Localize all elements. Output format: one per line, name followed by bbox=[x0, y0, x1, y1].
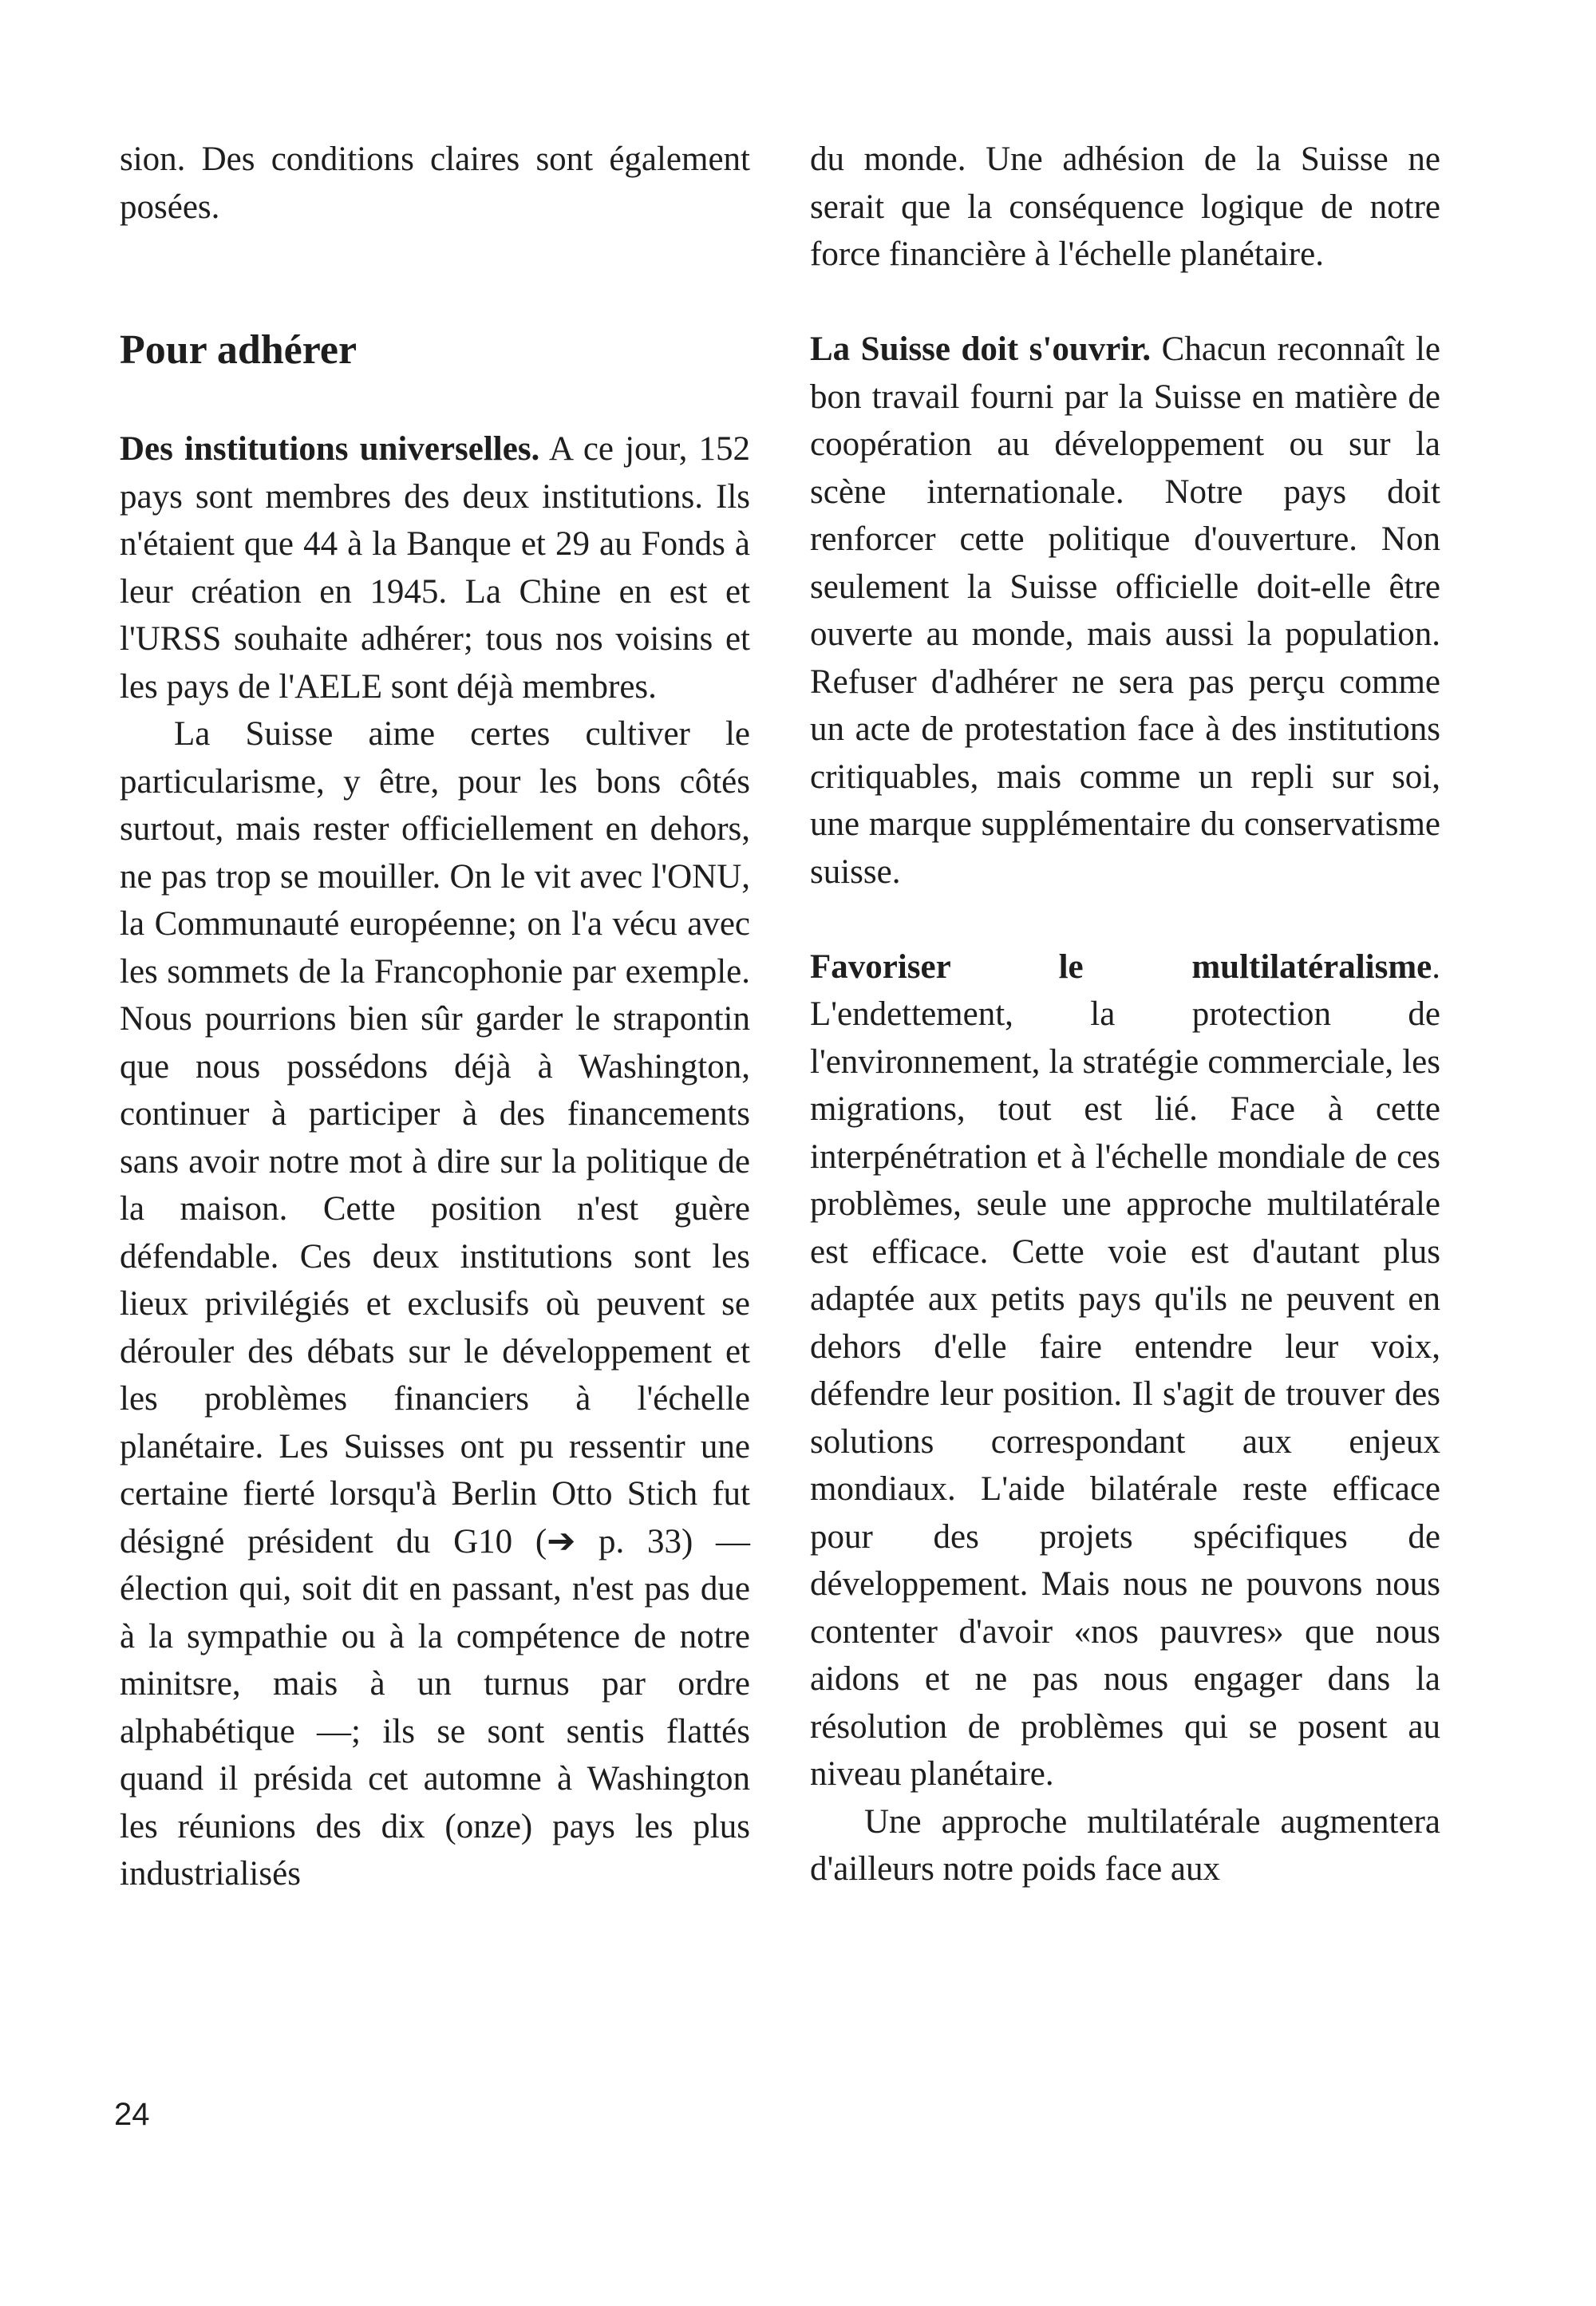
paragraph-multilateralisme bbox=[810, 943, 1440, 1798]
paragraph-body: A ce jour, 152 pays sont membres des deux institutions. Ils n'étaient que 44 à la Banque et 29 au Fonds à leur création en 1945. La Chine en est et l'URSS souhaite adhérer; tous nos voisins et les pays de l'AELE sont déjà membres. bbox=[120, 430, 750, 706]
right-column bbox=[810, 136, 1440, 1893]
spacer bbox=[810, 279, 1440, 326]
spacer bbox=[120, 231, 750, 326]
paragraph-body: . L'endettement, la protection de l'environnement, la stratégie commerciale, les migrations, tout est lié. Face à cette interpénétration et à l'échelle mondiale de ces problèmes, seule une approche multilatérale est efficace. Cette voie est d'autant plus adaptée aux petits pays qu'ils ne peuvent en dehors d'elle faire entendre leur voix, défendre leur position. Il s'agit de trouver des solutions correspondant aux enjeux mondiaux. L'aide bilatérale reste efficace pour des projets spécifiques de développement. Mais nous ne pouvons nous contenter d'avoir «nos pauvres» que nous aidons et ne pas nous engager dans la résolution de problèmes qui se posent au niveau planétaire. bbox=[810, 947, 1440, 1793]
paragraph-lead: La Suisse doit s'ouvrir. bbox=[810, 330, 1152, 368]
opening-paragraph: sion. Des conditions claires sont également posées. bbox=[120, 140, 750, 226]
paragraph-institutions bbox=[120, 425, 750, 710]
left-column bbox=[120, 136, 750, 1898]
paragraph-body: Chacun reconnaît le bon travail fourni par la Suisse en matière de coopération au développement ou sur la scène internationale. Notre pays doit renforcer cette politique d'ouverture. Non seulement la Suisse officielle doit-elle être ouverte au monde, mais aussi la population. Refuser d'adhérer ne sera pas perçu comme un acte de protestation face à des institutions critiquables, mais comme un repli sur soi, une marque supplémentaire du conservatisme suisse. bbox=[810, 330, 1440, 891]
paragraph-ouverture bbox=[810, 326, 1440, 896]
spacer bbox=[810, 896, 1440, 943]
paragraph-lead: Des institutions universelles. bbox=[120, 430, 540, 468]
section-heading: Pour adhérer bbox=[120, 327, 358, 373]
paragraph-approche: Une approche multilatérale augmentera d'ailleurs notre poids face aux bbox=[810, 1802, 1440, 1888]
paragraph-lead: Favoriser le multilatéralisme bbox=[810, 947, 1432, 986]
continuation-paragraph: du monde. Une adhésion de la Suisse ne serait que la conséquence logique de notre force financière à l'échelle planétaire. bbox=[810, 140, 1440, 273]
page-number: 24 bbox=[114, 2097, 150, 2132]
paragraph-particularisme: La Suisse aime certes cultiver le particularisme, y être, pour les bons côtés surtout, mais rester officiellement en dehors, ne pas trop se mouiller. On le vit avec l'ONU, la Communauté européenne; on l'a vécu avec les sommets de la Francophonie par exemple. Nous pourrions bien sûr garder le strapontin que nous possédons déjà à Washington, continuer à participer à des financements sans avoir notre mot à dire sur la politique de la maison. Cette position n'est guère défendable. Ces deux institutions sont les lieux privilégiés et exclusifs où peuvent se dérouler des débats sur le développement et les problèmes financiers à l'échelle planétaire. Les Suisses ont pu ressentir une certaine fierté lorsqu'à Berlin Otto Stich fut désigné président du G10 (➔ p. 33) — élection qui, soit dit en passant, n'est pas due à la sympathie ou à la compétence de notre minitsre, mais à un turnus par ordre alphabétique —; ils se sont sentis flattés quand il présida cet automne à Washington les réunions des dix (onze) pays les plus industrialisés bbox=[120, 715, 750, 1893]
